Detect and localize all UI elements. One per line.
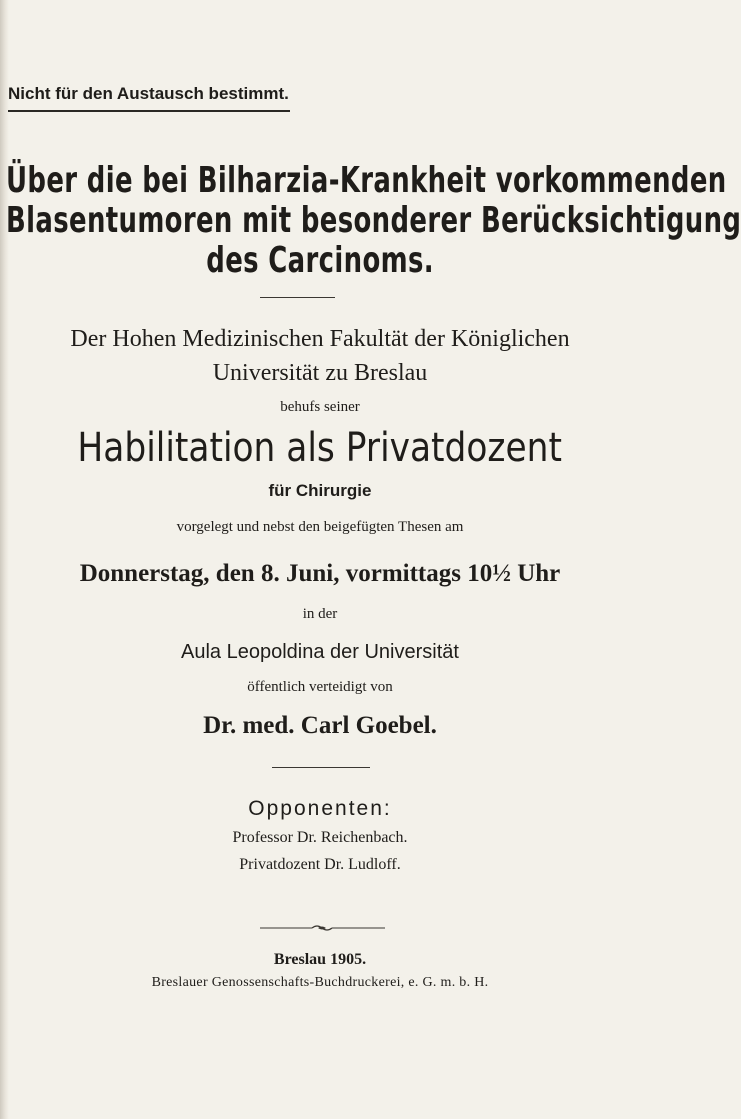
exchange-notice: Nicht für den Austausch bestimmt. (8, 84, 289, 103)
title-line-3 (0, 240, 640, 281)
printer-line: Breslauer Genossenschafts-Buchdruckerei, e. G. m. b. H. (151, 975, 489, 990)
title-line-2: Blasentumoren mit besonderer Berücksichtigung (6, 200, 741, 241)
divider-top (260, 297, 335, 298)
in-der-line: in der (302, 606, 338, 622)
opponent-2: Privatdozent Dr. Ludloff. (239, 856, 401, 873)
ornament-divider (260, 923, 385, 933)
opponents-heading: Opponenten: (248, 797, 392, 820)
subject-line: für Chirurgie (268, 481, 372, 500)
habilitation-text: Habilitation als Privatdozent (77, 425, 563, 471)
author-name: Dr. med. Carl Goebel. (203, 712, 437, 739)
opponent-1: Professor Dr. Reichenbach. (232, 829, 408, 846)
defense-date: Donnerstag, den 8. Juni, vormittags 10½ Uhr (79, 560, 561, 587)
title-line-1: Über die bei Bilharzia-Krankheit vorkommenden (6, 160, 727, 201)
dedication-line-2: Universität zu Breslau (212, 360, 428, 386)
submitted-line: vorgelegt und nebst den beigefügten Thesen am (176, 519, 464, 535)
venue-line: Aula Leopoldina der Universität (181, 641, 459, 663)
notice-underline (8, 110, 290, 112)
dedication-line-1: Der Hohen Medizinischen Fakultät der Königlichen (70, 326, 570, 352)
divider-middle (272, 767, 370, 768)
title-line-3-text: des Carcinoms. (206, 240, 434, 281)
defended-line: öffentlich verteidigt von (247, 679, 393, 695)
dedication-line-3: behufs seiner (280, 399, 360, 415)
habilitation-heading (0, 425, 640, 471)
place-year: Breslau 1905. (273, 951, 367, 968)
